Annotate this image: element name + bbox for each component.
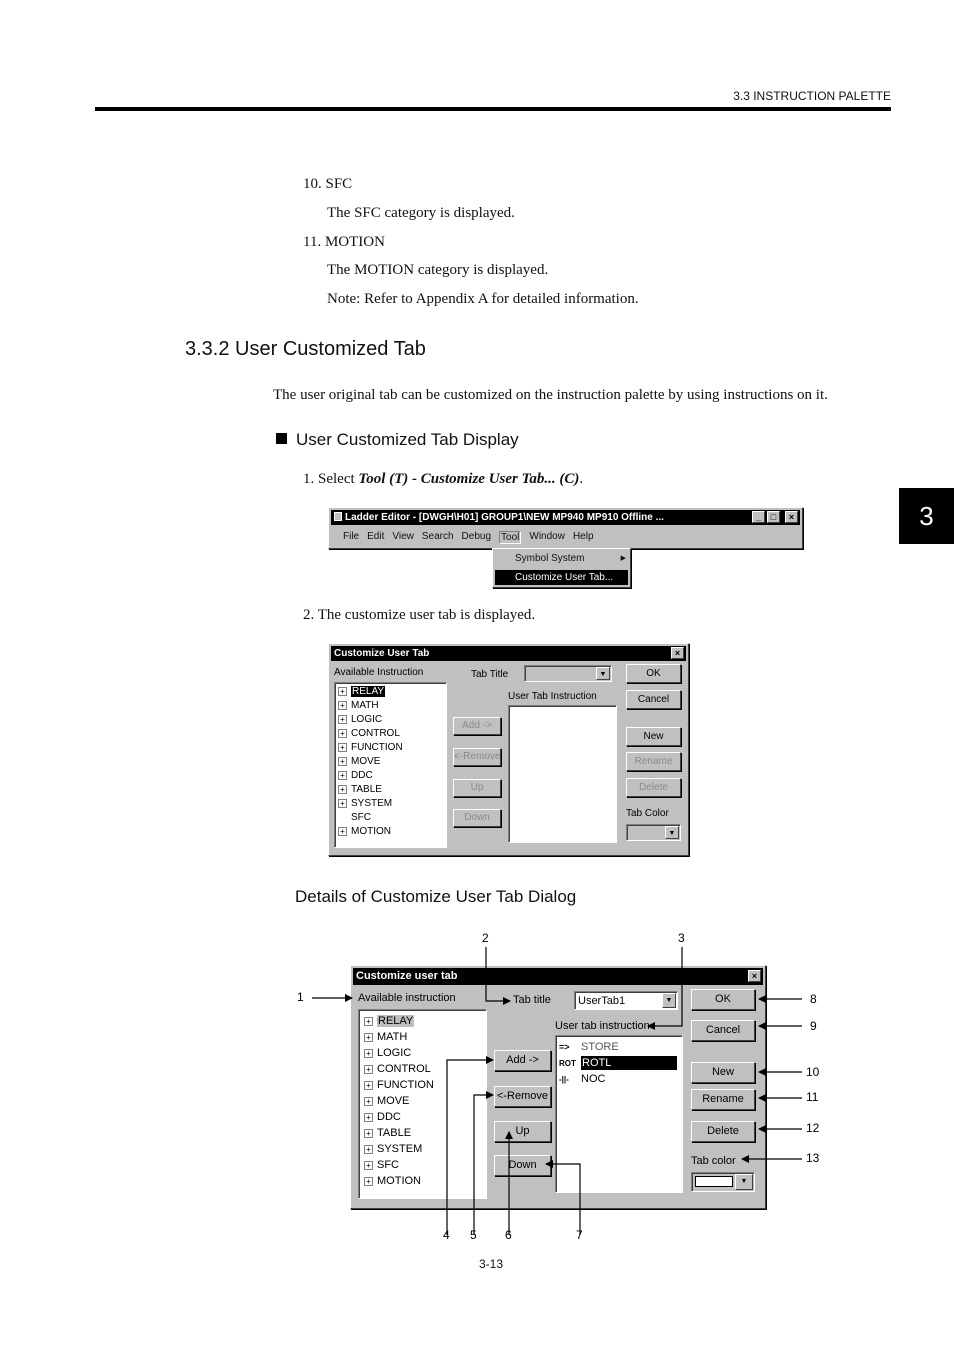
tree-item-relay[interactable]: + RELAY xyxy=(364,1013,486,1029)
running-header: 3.3 INSTRUCTION PALETTE xyxy=(733,89,891,103)
callout-7: 7 xyxy=(576,1228,583,1242)
callout-11: 11 xyxy=(806,1090,819,1104)
arrow-2 xyxy=(486,947,510,1001)
user-tab-instruction-label: User tab instruction xyxy=(555,1020,650,1032)
arrow-5 xyxy=(474,1095,493,1235)
tab-title-value: UserTab1 xyxy=(578,995,626,1007)
chevron-down-icon[interactable]: ▼ xyxy=(596,667,610,680)
tree-item-logic[interactable]: + LOGIC xyxy=(338,713,446,727)
menu-edit[interactable]: Edit xyxy=(367,531,385,542)
tree-item-relay[interactable]: + RELAY xyxy=(338,685,446,699)
section-heading: 3.3.2 User Customized Tab xyxy=(185,338,426,360)
list-item-11-desc: The MOTION category is displayed. xyxy=(327,262,549,278)
available-instruction-label: Available instruction xyxy=(358,992,456,1004)
cancel-button[interactable]: Cancel xyxy=(626,690,681,709)
menu-view[interactable]: View xyxy=(392,531,414,542)
submenu-arrow-icon: ▶ xyxy=(620,554,626,562)
tab-color-label: Tab color xyxy=(691,1155,736,1167)
up-button[interactable]: Up xyxy=(453,779,501,797)
list-item-10-title: 10. SFC xyxy=(303,176,353,192)
chevron-down-icon[interactable]: ▼ xyxy=(735,1174,753,1190)
tree-item-motion[interactable]: + MOTION xyxy=(364,1173,486,1189)
tab-title-label: Tab title xyxy=(513,994,551,1006)
tree-item-logic[interactable]: + LOGIC xyxy=(364,1045,486,1061)
tree-item-ddc[interactable]: + DDC xyxy=(364,1109,486,1125)
tree-item-math[interactable]: + MATH xyxy=(338,699,446,713)
note-text: Note: Refer to Appendix A for detailed information. xyxy=(327,291,639,307)
callout-5: 5 xyxy=(470,1228,477,1242)
tree-item-ddc[interactable]: + DDC xyxy=(338,769,446,783)
delete-button[interactable]: Delete xyxy=(626,778,681,797)
callout-13: 13 xyxy=(806,1151,820,1165)
tree-item-function[interactable]: + FUNCTION xyxy=(338,741,446,755)
callout-9: 9 xyxy=(810,1019,817,1033)
add-button[interactable]: Add -> xyxy=(494,1050,551,1071)
callout-6: 6 xyxy=(505,1228,512,1242)
chapter-tab: 3 xyxy=(899,488,954,544)
menu-help[interactable]: Help xyxy=(572,531,594,542)
user-item-rotl[interactable]: ROT ROTL xyxy=(559,1056,677,1071)
tree-item-move[interactable]: + MOVE xyxy=(338,755,446,769)
close-icon[interactable]: × xyxy=(785,511,798,523)
tree-item-system[interactable]: + SYSTEM xyxy=(338,797,446,811)
tree-item-sfc[interactable]: + SFC xyxy=(364,1157,486,1173)
tree-item-system[interactable]: + SYSTEM xyxy=(364,1141,486,1157)
down-button[interactable]: Down xyxy=(453,809,501,827)
step-2: 2. The customize user tab is displayed. xyxy=(303,607,536,623)
user-tab-instruction-label: User Tab Instruction xyxy=(508,691,597,702)
new-button[interactable]: New xyxy=(626,727,681,746)
callout-12: 12 xyxy=(806,1121,820,1135)
dialog-small-titlebar: Customize User Tab xyxy=(331,646,686,661)
rename-button[interactable]: Rename xyxy=(691,1089,755,1110)
list-item-11-title: 11. MOTION xyxy=(303,234,385,250)
menu-item-symbol-system[interactable]: Symbol System xyxy=(515,553,585,564)
callout-3: 3 xyxy=(678,931,685,945)
callout-4: 4 xyxy=(443,1228,450,1242)
list-item-10-desc: The SFC category is displayed. xyxy=(327,205,515,221)
add-button[interactable]: Add -> xyxy=(453,717,501,735)
menu-debug[interactable]: Debug xyxy=(461,531,492,542)
up-button[interactable]: Up xyxy=(494,1121,551,1142)
menu-item-customize-user-tab[interactable]: Customize User Tab... xyxy=(495,570,628,585)
remove-button[interactable]: <-Remove xyxy=(453,748,501,766)
callout-8: 8 xyxy=(810,992,817,1006)
tree-item-control[interactable]: + CONTROL xyxy=(338,727,446,741)
ladder-editor-titlebar: Ladder Editor - [DWGH\H01] GROUP1\NEW MP940 MP910 Offline ... xyxy=(331,510,800,525)
tree-item-motion[interactable]: + MOTION xyxy=(338,825,446,839)
tree-item-control[interactable]: + CONTROL xyxy=(364,1061,486,1077)
menu-search[interactable]: Search xyxy=(421,531,454,542)
remove-button[interactable]: <-Remove xyxy=(494,1086,551,1107)
tab-title-label: Tab Title xyxy=(471,669,509,680)
store-icon: => xyxy=(559,1042,570,1052)
maximize-icon[interactable]: □ xyxy=(767,511,780,523)
chevron-down-icon[interactable]: ▼ xyxy=(665,826,679,839)
tree-item-function[interactable]: + FUNCTION xyxy=(364,1077,486,1093)
rotl-icon: ROT xyxy=(559,1059,576,1068)
dialog-large-close-icon[interactable]: × xyxy=(748,970,761,982)
dialog-small-close-icon[interactable]: × xyxy=(671,647,684,659)
menu-file[interactable]: File xyxy=(343,531,360,542)
arrow-4 xyxy=(447,1060,493,1235)
details-heading: Details of Customize User Tab Dialog xyxy=(295,887,577,906)
callout-1: 1 xyxy=(297,990,304,1004)
down-button[interactable]: Down xyxy=(494,1155,551,1176)
contact-icon: -||- xyxy=(559,1075,569,1084)
cancel-button[interactable]: Cancel xyxy=(691,1020,755,1041)
tab-color-label: Tab Color xyxy=(626,808,669,819)
tree-item-sfc[interactable]: SFC xyxy=(351,812,371,823)
available-instruction-label: Available Instruction xyxy=(334,667,424,678)
rename-button[interactable]: Rename xyxy=(626,752,681,771)
dialog-large-titlebar: Customize user tab xyxy=(353,968,763,985)
tree-item-table[interactable]: + TABLE xyxy=(364,1125,486,1141)
minimize-icon[interactable]: _ xyxy=(752,511,765,523)
user-item-store[interactable]: => STORE xyxy=(559,1041,619,1053)
arrow-7 xyxy=(546,1164,580,1235)
section-intro: The user original tab can be customized on the instruction palette by using instructions on it. xyxy=(273,387,828,403)
chevron-down-icon[interactable]: ▼ xyxy=(662,993,676,1008)
delete-button[interactable]: Delete xyxy=(691,1121,755,1142)
tree-item-math[interactable]: + MATH xyxy=(364,1029,486,1045)
ok-button[interactable]: OK xyxy=(626,664,681,683)
subheading: User Customized Tab Display xyxy=(276,430,519,450)
menu-window[interactable]: Window xyxy=(529,531,565,542)
arrow-3 xyxy=(648,947,682,1026)
ok-button[interactable]: OK xyxy=(691,989,755,1010)
menu-tool[interactable]: Tool xyxy=(501,532,520,543)
step-1: 1. Select Tool (T) - Customize User Tab... (C). xyxy=(303,471,584,487)
callout-10: 10 xyxy=(806,1065,820,1079)
tree-item-table[interactable]: + TABLE xyxy=(338,783,446,797)
callout-2: 2 xyxy=(482,931,489,945)
tree-item-move[interactable]: + MOVE xyxy=(364,1093,486,1109)
user-item-noc[interactable]: -||- NOC xyxy=(559,1073,606,1085)
new-button[interactable]: New xyxy=(691,1062,755,1083)
page-number: 3-13 xyxy=(479,1257,504,1271)
